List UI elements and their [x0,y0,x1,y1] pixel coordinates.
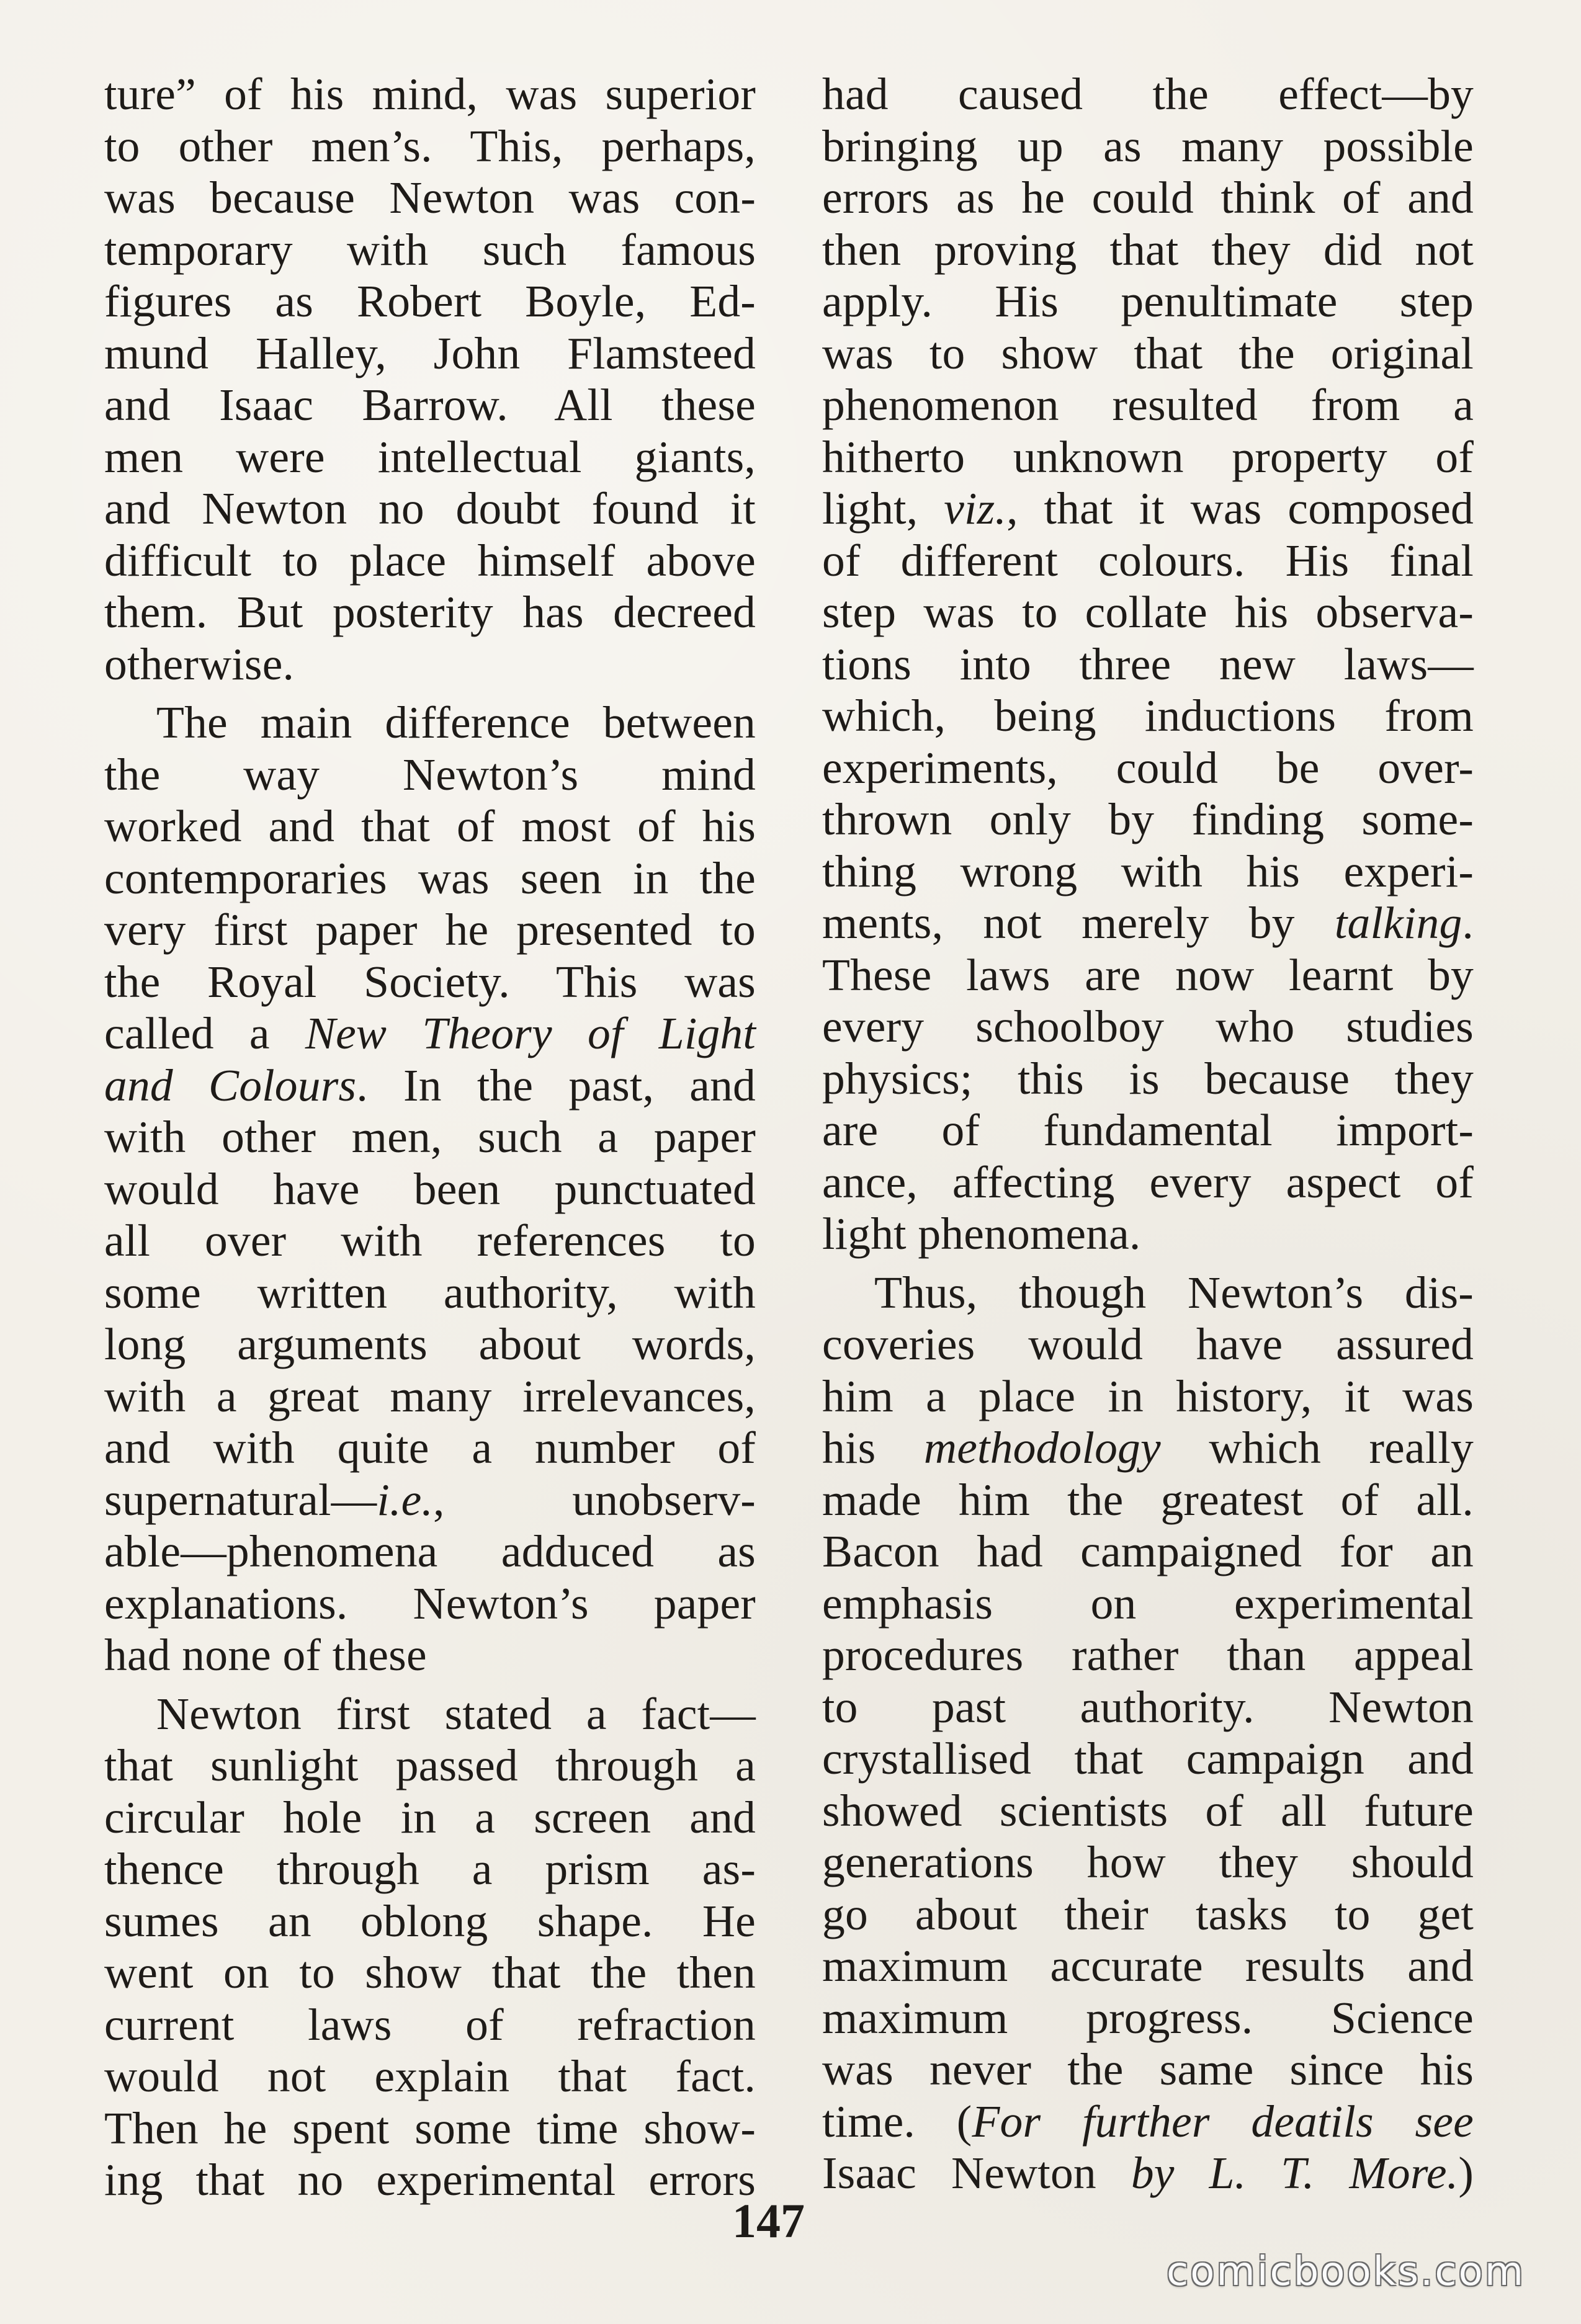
text-line [104,1008,756,1060]
text-line: difficult to place himself above [104,535,756,586]
italic-text-run: by L. T. More. [1131,2148,1459,2198]
text-line: Newton first stated a fact— [156,1688,756,1739]
text-run: Isaac Newton [822,2148,1131,2198]
text-line: to other men’s. This, perhaps, [104,120,756,171]
italic-text-run: New Theory of Light [305,1008,756,1058]
text-line: emphasis on experimental [822,1578,1474,1629]
text-line: tions into three new laws— [822,638,1474,689]
text-line: maximum progress. Science [822,1992,1474,2043]
text-line: procedures rather than appeal [822,1630,1474,1680]
paragraph [104,697,756,1681]
text-line: coveries would have assured [822,1319,1474,1369]
page-number: 147 [732,2194,805,2248]
text-line: would have been punctuated [104,1163,756,1214]
text-line: explanations. Newton’s paper [104,1578,756,1629]
text-line: with other men, such a paper [104,1112,756,1162]
text-run: . [1462,898,1474,948]
text-run: supernatural— [104,1474,377,1525]
text-line: very first paper he presented to [104,905,756,955]
text-line [822,1422,1474,1474]
watermark-logo: comicbooks.com [1167,2249,1526,2295]
text-line: would not explain that fact. [104,2051,756,2101]
text-line: them. But posterity has decreed [104,587,756,637]
italic-text-run: i.e. [377,1474,433,1525]
paragraph [822,68,1474,1260]
text-line: Bacon had campaigned for an [822,1526,1474,1576]
text-line [822,2147,1474,2199]
text-line: crystallised that campaign and [822,1733,1474,1784]
text-line [104,1060,756,1112]
text-line: with a great many irrelevances, [104,1370,756,1421]
text-line: ance, affecting every aspect of [822,1156,1474,1207]
text-run: , that it was composed [1006,483,1474,534]
text-run: . In the past, and [356,1060,756,1111]
text-line: mund Halley, John Flamsteed [104,328,756,378]
text-line: otherwise. [104,638,295,689]
text-line [822,897,1474,949]
text-line: figures as Robert Boyle, Ed- [104,276,756,326]
text-line [822,2096,1474,2148]
text-line: went on to show that the then [104,1947,756,1998]
text-run: which really [1160,1423,1474,1473]
text-line: temporary with such famous [104,224,756,275]
text-run: ) [1458,2148,1474,2198]
text-line: bringing up as many possible [822,120,1474,171]
text-line: that sunlight passed through a [104,1740,756,1790]
italic-text-run: and Colours [104,1060,357,1111]
text-line: thing wrong with his experi- [822,846,1474,896]
text-run: ments, not merely by [822,898,1335,948]
italic-text-run: methodology [923,1423,1161,1473]
paragraph [822,1267,1474,2199]
text-run: light, [822,483,944,534]
text-line: phenomenon resulted from a [822,380,1474,430]
text-line: to past authority. Newton [822,1681,1474,1732]
text-line: The main difference between [156,697,756,748]
text-line: able—phenomena adduced as [104,1526,756,1576]
text-line: was never the same since his [822,2044,1474,2094]
text-line: and Isaac Barrow. All these [104,380,756,430]
right-text-column [822,68,1474,2199]
text-line: step was to collate his observa- [822,587,1474,637]
text-line: had none of these [104,1630,427,1680]
text-line: then proving that they did not [822,224,1474,275]
text-line: was because Newton was con- [104,172,756,223]
text-line: of different colours. His final [822,535,1474,586]
text-line: showed scientists of all future [822,1785,1474,1836]
text-line: all over with references to [104,1215,756,1266]
text-line [822,483,1474,535]
text-line: thrown only by finding some- [822,794,1474,844]
text-line: thence through a prism as- [104,1844,756,1894]
text-run: his [822,1423,924,1473]
text-line: and Newton no doubt found it [104,483,756,534]
text-line: sumes an oblong shape. He [104,1895,756,1946]
italic-text-run: For further deatils see [972,2096,1474,2147]
text-line: are of fundamental import- [822,1105,1474,1155]
text-line: which, being inductions from [822,690,1474,741]
text-line: experiments, could be over- [822,742,1474,793]
text-line: apply. His penultimate step [822,276,1474,326]
text-line [104,1474,756,1526]
text-line: circular hole in a screen and [104,1792,756,1843]
text-line: current laws of refraction [104,1999,756,2050]
text-line: the way Newton’s mind [104,749,756,800]
text-line: Thus, though Newton’s dis- [874,1267,1474,1318]
text-line: worked and that of most of his [104,801,756,851]
text-line: generations how they should [822,1837,1474,1887]
text-line: hitherto unknown property of [822,431,1474,482]
italic-text-run: viz. [944,483,1007,534]
text-line: long arguments about words, [104,1319,756,1369]
text-line: contemporaries was seen in the [104,852,756,903]
text-line: men were intellectual giants, [104,431,756,482]
text-line: maximum accurate results and [822,1941,1474,1991]
text-line: every schoolboy who studies [822,1001,1474,1052]
text-line: go about their tasks to get [822,1888,1474,1939]
text-line: Then he spent some time show- [104,2103,756,2153]
text-run: called a [104,1008,305,1058]
text-line: light phenomena. [822,1209,1141,1259]
left-text-column [104,68,756,2206]
text-line: the Royal Society. This was [104,956,756,1007]
text-line: made him the greatest of all. [822,1474,1474,1525]
paragraph [104,68,756,690]
paragraph [104,1688,756,2206]
text-run: , unobserv- [432,1474,756,1525]
text-line: was to show that the original [822,328,1474,378]
text-line: ing that no experimental errors [104,2155,756,2205]
text-run: time. ( [822,2096,972,2147]
text-line: had caused the effect—by [822,69,1474,119]
text-line: These laws are now learnt by [822,949,1474,1000]
text-line: errors as he could think of and [822,172,1474,223]
text-line: some written authority, with [104,1267,756,1318]
text-line: ture” of his mind, was superior [104,69,756,119]
text-line: him a place in history, it was [822,1370,1474,1421]
text-line: and with quite a number of [104,1423,756,1473]
italic-text-run: talking [1334,898,1462,948]
text-line: physics; this is because they [822,1053,1474,1104]
